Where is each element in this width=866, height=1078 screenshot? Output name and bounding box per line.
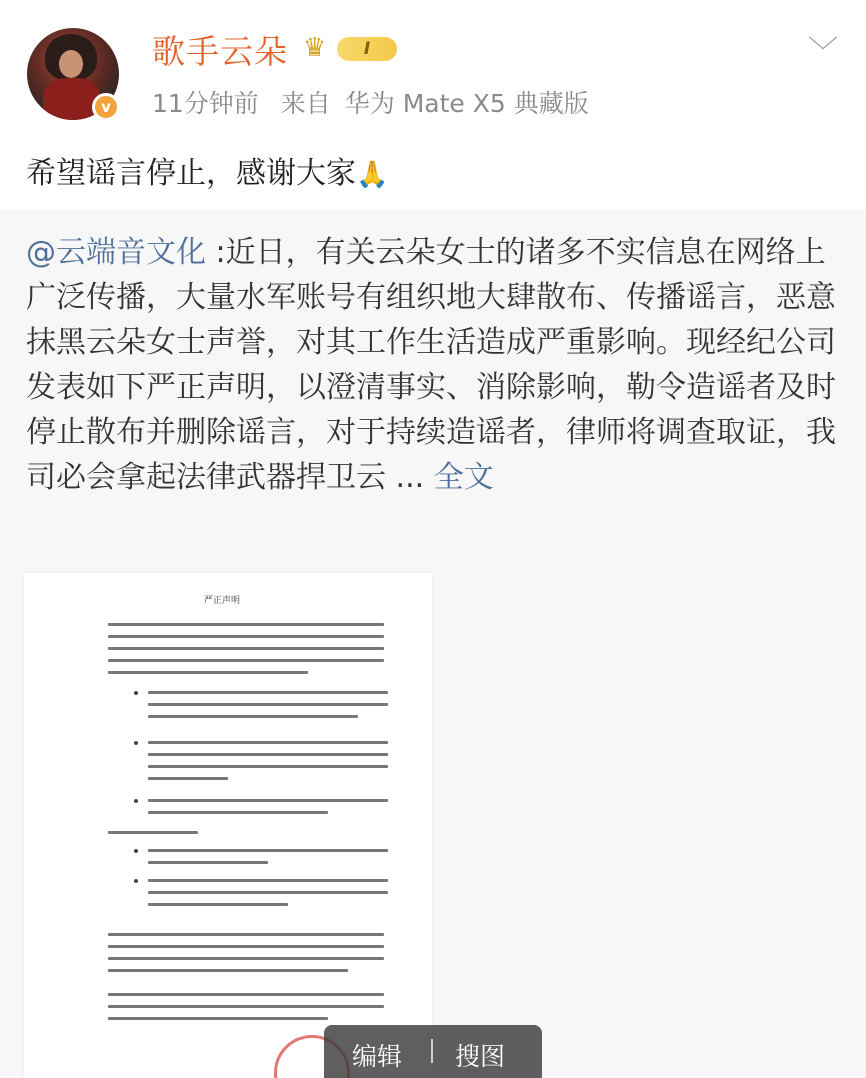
post-source-prefix: 来自 (280, 89, 331, 118)
document-list-number (134, 849, 138, 853)
document-text-line (108, 647, 384, 650)
document-text-line (148, 765, 388, 768)
document-text-line (148, 891, 388, 894)
document-title: 严正声明 (204, 596, 241, 606)
document-text-line (108, 1017, 328, 1020)
document-text-line (108, 945, 384, 948)
full-text-link[interactable]: 全文 (424, 460, 494, 495)
repost-card[interactable] (0, 210, 866, 1078)
document-text-line (148, 849, 388, 852)
edit-button[interactable]: 编辑 (352, 1042, 403, 1071)
post-text (26, 148, 388, 192)
document-text-line (148, 879, 388, 882)
document-text-line (108, 635, 384, 638)
avatar-body (43, 78, 101, 120)
avatar-face (59, 50, 83, 78)
mention-link[interactable]: @云端音文化 (26, 235, 206, 270)
document-text-line (108, 957, 384, 960)
crown-icon: ♛ (303, 33, 327, 63)
document-list-number (134, 741, 138, 745)
document-text-line (148, 799, 388, 802)
post-meta (152, 84, 603, 120)
post-time: 11分钟前 (152, 89, 259, 118)
pray-emoji-icon: 🙏 (356, 160, 389, 190)
document-text-line (148, 703, 388, 706)
document-text-line (108, 933, 384, 936)
document-list-number (134, 691, 138, 695)
toolbar-divider (431, 1039, 433, 1063)
repost-text (26, 230, 846, 500)
level-badge[interactable] (303, 33, 399, 65)
document-text-line (108, 671, 308, 674)
document-text-line (108, 831, 198, 834)
document-text-line (148, 715, 358, 718)
document-text-line (108, 659, 384, 662)
post-header (0, 0, 866, 210)
document-text-line (148, 903, 288, 906)
image-toolbar (324, 1025, 542, 1078)
post-text-content: 希望谣言停止，感谢大家 (26, 156, 356, 191)
search-image-button[interactable]: 搜图 (455, 1042, 506, 1071)
document-text-line (148, 777, 228, 780)
document-text-line (148, 861, 268, 864)
statement-document-image[interactable] (24, 573, 432, 1078)
document-text-line (108, 1005, 384, 1008)
document-list-number (134, 879, 138, 883)
document-text-line (108, 993, 384, 996)
document-list-number (134, 799, 138, 803)
post-source-device: 华为 Mate X5 典藏版 (344, 89, 589, 118)
document-text-line (108, 623, 384, 626)
document-text-line (148, 811, 328, 814)
document-text-line (148, 741, 388, 744)
username[interactable]: 歌手云朵 (152, 32, 288, 71)
level-number: I (337, 37, 397, 61)
chevron-down-icon[interactable]: ﹀ (808, 35, 838, 70)
repost-body: :近日，有关云朵女士的诸多不实信息在网络上广泛传播，大量水军账号有组织地大肆散布、传播谣言，恶意抹黑云朵女士声誉，对其工作生活造成严重影响。现经纪公司发表如下严正声明，以澄清事实、消除影响，勒令造谣者及时停止散布并删除谣言，对于持续造谣者，律师将调查取证，我司必会拿起法律武器捍卫云 ... (26, 235, 836, 495)
document-text-line (148, 691, 388, 694)
document-text-line (148, 753, 388, 756)
document-text-line (108, 969, 348, 972)
verified-v-icon: v (92, 93, 120, 121)
